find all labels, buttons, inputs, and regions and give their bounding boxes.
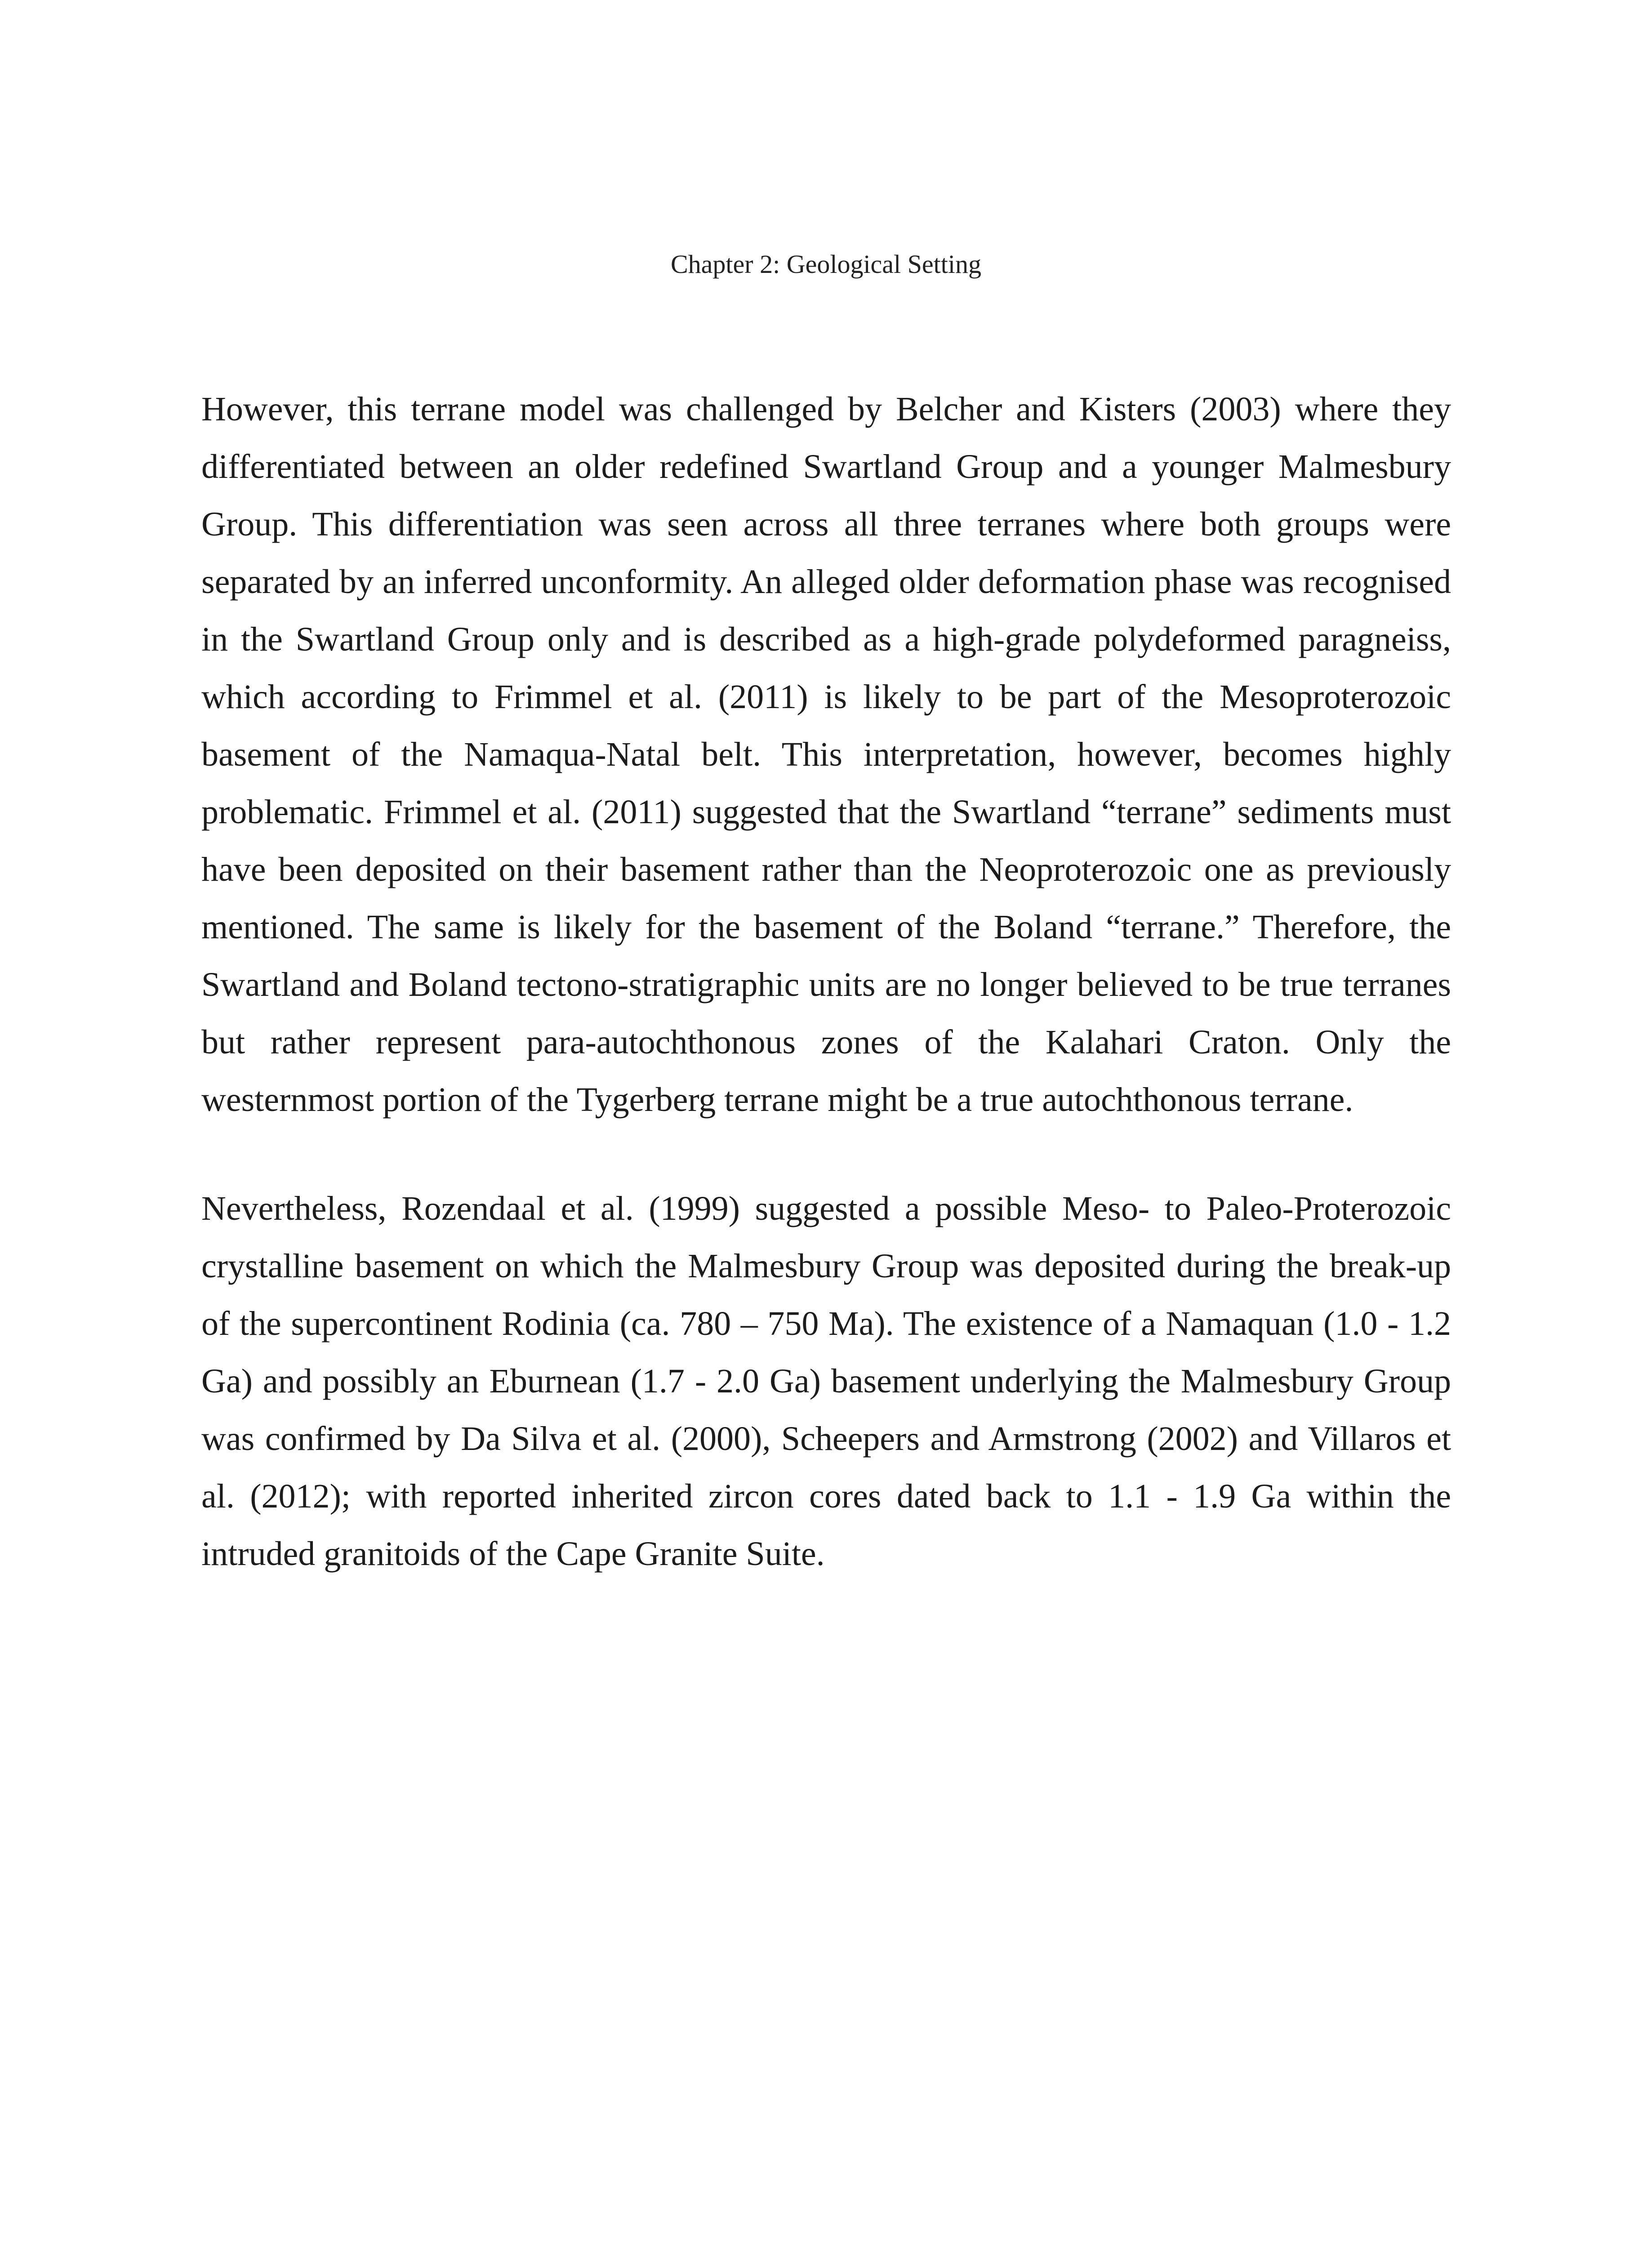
body-paragraph-2: Nevertheless, Rozendaal et al. (1999) suggested a possible Meso- to Paleo-Proterozoic crystalline basement on which the Malmesbury Group was deposited during the break-up of the supercontinent Rodinia (ca. 780 – 750 Ma). The existence of a Namaquan (1.0 - 1.2 Ga) and possibly an Eburnean (1.7 - 2.0 Ga) basement underlying the Malmesbury Group was confirmed by Da Silva et al. (2000), Scheepers and Armstrong (2002) and Villaros et al. (2012); with reported inherited zircon cores dated back to 1.1 - 1.9 Ga within the intruded granitoids of the Cape Granite Suite. [201, 1190, 1451, 1573]
body-paragraph-1: However, this terrane model was challenged by Belcher and Kisters (2003) where they differentiated between an older redefined Swartland Group and a younger Malmesbury Group. This differentiation was seen across all three terranes where both groups were separated by an inferred unconformity. An alleged older deformation phase was recognised in the Swartland Group only and is described as a high-grade polydeformed paragneiss, which according to Frimmel et al. (2011) is likely to be part of the Mesoproterozoic basement of the Namaqua-Natal belt. This interpretation, however, becomes highly problematic. Frimmel et al. (2011) suggested that the Swartland “terrane” sediments must have been deposited on their basement rather than the Neoproterozoic one as previously mentioned. The same is likely for the basement of the Boland “terrane.” Therefore, the Swartland and Boland tectono-stratigraphic units are no longer believed to be true terranes but rather represent para-autochthonous zones of the Kalahari Craton. Only the westernmost portion of the Tygerberg terrane might be a true autochthonous terrane. [201, 390, 1451, 1119]
running-header: Chapter 2: Geological Setting [670, 250, 981, 279]
